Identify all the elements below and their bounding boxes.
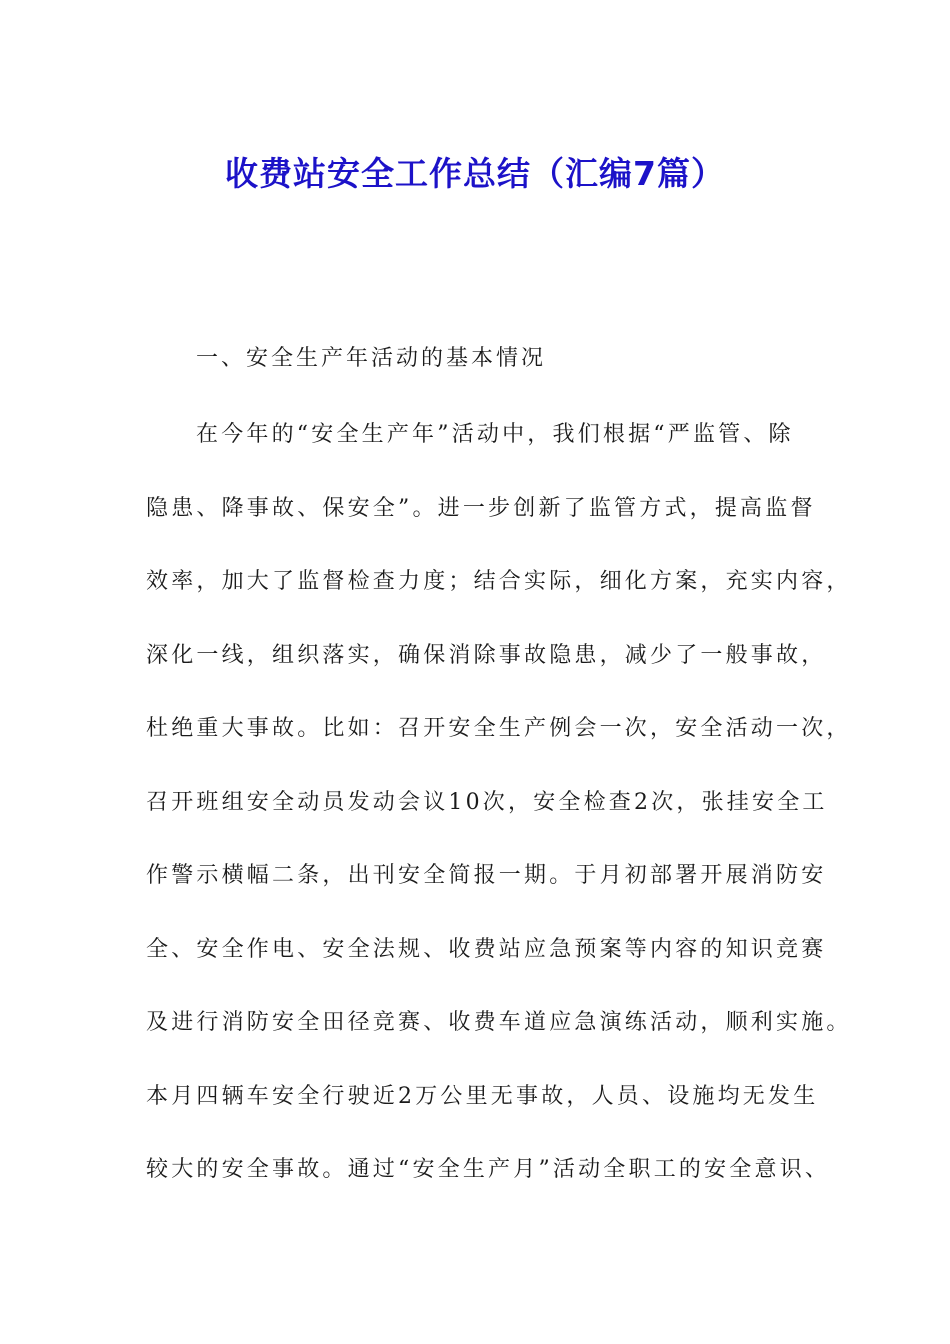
body-paragraph xyxy=(146,416,852,1225)
body-line: 杜绝重大事故。比如：召开安全生产例会一次，安全活动一次， xyxy=(146,716,852,741)
section-heading: 一、安全生产年活动的基本情况 xyxy=(196,346,547,371)
body-line: 效率，加大了监督检查力度；结合实际，细化方案，充实内容， xyxy=(146,569,852,594)
body-line: 作警示横幅二条，出刊安全简报一期。于月初部署开展消防安 xyxy=(146,863,827,888)
body-line: 召开班组安全动员发动会议10次，安全检查2次，张挂安全工 xyxy=(146,789,828,815)
body-line: 较大的安全事故。通过“安全生产月”活动全职工的安全意识、 xyxy=(146,1157,831,1182)
body-line: 及进行消防安全田径竞赛、收费车道应急演练活动，顺利实施。 xyxy=(146,1010,852,1035)
body-line: 隐患、降事故、保安全”。进一步创新了监管方式，提高监督 xyxy=(146,495,816,521)
body-line: 本月四辆车安全行驶近2万公里无事故，人员、设施均无发生 xyxy=(146,1083,819,1109)
body-line: 深化一线，组织落实，确保消除事故隐患，减少了一般事故， xyxy=(146,642,827,668)
body-line: 全、安全作电、安全法规、收费站应急预案等内容的知识竞赛 xyxy=(146,936,827,962)
body-line: 在今年的“安全生产年”活动中，我们根据“严监管、除 xyxy=(196,422,794,447)
document-title: 收费站安全工作总结（汇编7篇） xyxy=(225,154,725,194)
